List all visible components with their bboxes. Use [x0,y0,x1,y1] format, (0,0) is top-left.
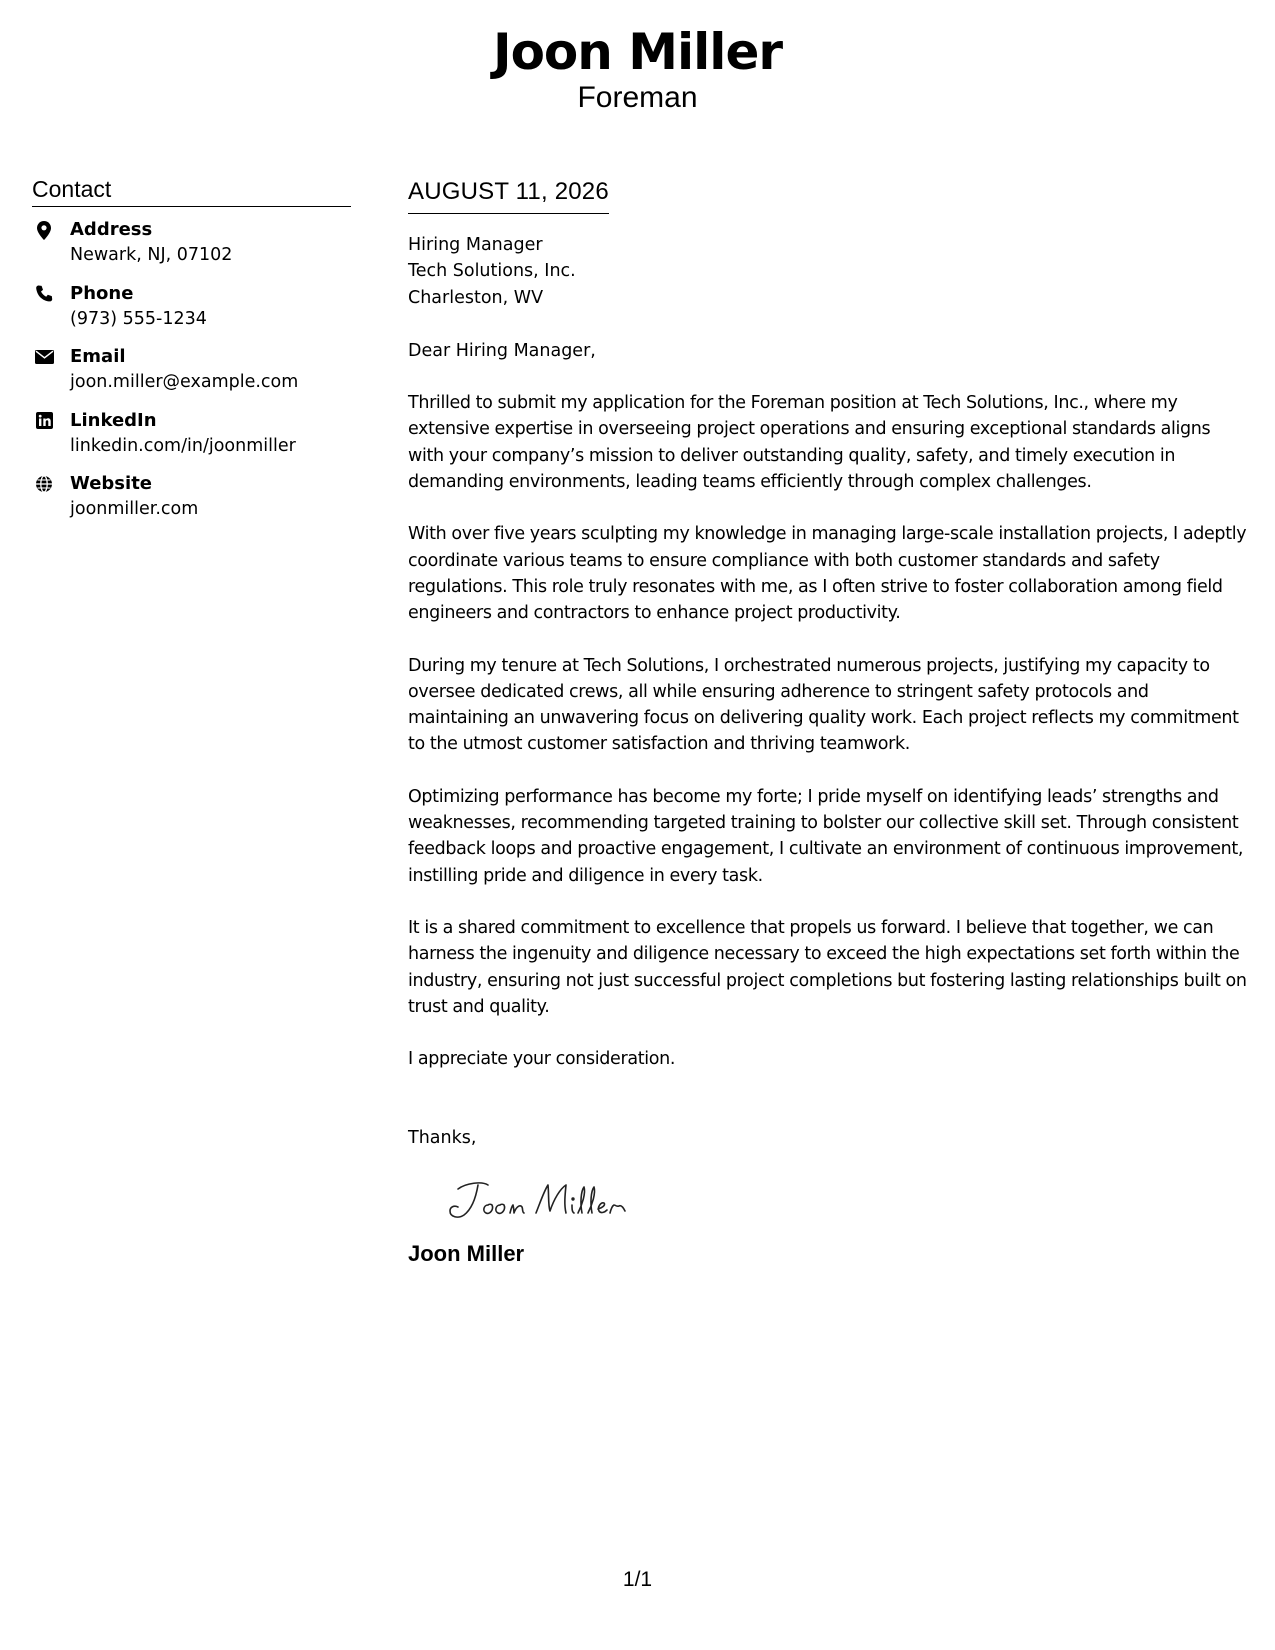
contact-value[interactable]: linkedin.com/in/joonmiller [70,435,296,456]
contact-item-address [32,218,351,282]
contact-label: LinkedIn [70,409,157,431]
signer-name: Joon Miller [408,1241,525,1267]
applicant-title: Foreman [577,81,698,114]
contact-value[interactable]: joon.miller@example.com [70,372,299,392]
handwritten-signature [444,1177,644,1227]
contact-list [32,218,351,536]
letter-paragraph: It is a shared commitment to excellence that propels us forward. I believe that together, we can harness the ingenuity and diligence necessary to exceed the high expectations set forth within the industry, ensuring not just successful project completions but fostering lasting relationships built on trust and quality. [408,917,1247,1017]
contact-section-title: Contact [32,176,351,207]
page-number: 1/1 [622,1568,653,1591]
contact-item-linkedin [32,409,351,473]
contact-label: Address [70,219,153,240]
recipient-line: Charleston, WV [408,287,544,308]
contact-label: Email [70,346,126,367]
contact-sidebar [32,176,351,536]
letter-date: AUGUST 11, 2026 [408,178,609,205]
contact-item-phone [32,282,351,346]
contact-value: Newark, NJ, 07102 [70,245,233,265]
linkedin-icon [34,411,54,431]
salutation: Dear Hiring Manager, [408,340,596,361]
letter-body [408,178,1248,1267]
letter-paragraph: I appreciate your consideration. [408,1049,676,1070]
date-block [408,178,609,214]
letter-paragraph: Thrilled to submit my application for the Foreman position at Tech Solutions, Inc., where my extensive expertise in overseeing project operations and ensuring exceptional standards aligns with your company’s mission to deliver outstanding quality, safety, and timely execution in demanding environments, leading teams efficiently through complex challenges. [408,393,1211,493]
letter-header [0,22,1275,115]
map-pin-icon [34,220,54,240]
recipient-line: Tech Solutions, Inc. [408,261,576,282]
contact-value[interactable]: joonmiller.com [70,499,199,519]
contact-item-email [32,345,351,409]
phone-icon [34,284,54,304]
globe-icon [34,474,54,494]
contact-item-website [32,472,351,536]
recipient-line: Hiring Manager [408,235,543,255]
envelope-icon [34,347,54,367]
contact-label: Website [70,473,153,494]
closing: Thanks, [408,1128,477,1149]
recipient-block [408,232,1248,311]
contact-value: (973) 555-1234 [70,308,207,329]
letter-paragraph: With over five years sculpting my knowledge in managing large-scale installation projects, I adeptly coordinate various teams to ensure compliance with both customer standards and safety regulations. This role truly resonates with me, as I often strive to foster collaboration among field engineers and contractors to enhance project productivity. [408,524,1247,624]
contact-label: Phone [70,282,134,304]
letter-paragraph: Optimizing performance has become my forte; I pride myself on identifying leads’ strengths and weaknesses, recommending targeted training to bolster our collective skill set. Through consistent feedback loops and proactive engagement, I cultivate an environment of continuous improvement, instilling pride and diligence in every task. [408,786,1244,886]
applicant-name: Joon Miller [492,23,783,81]
letter-paragraph: During my tenure at Tech Solutions, I orchestrated numerous projects, justifying my capacity to oversee dedicated crews, all while ensuring adherence to stringent safety protocols and maintaining an unwavering focus on delivering quality work. Each project reflects my commitment to the utmost customer satisfaction and thriving teamwork. [408,655,1239,755]
